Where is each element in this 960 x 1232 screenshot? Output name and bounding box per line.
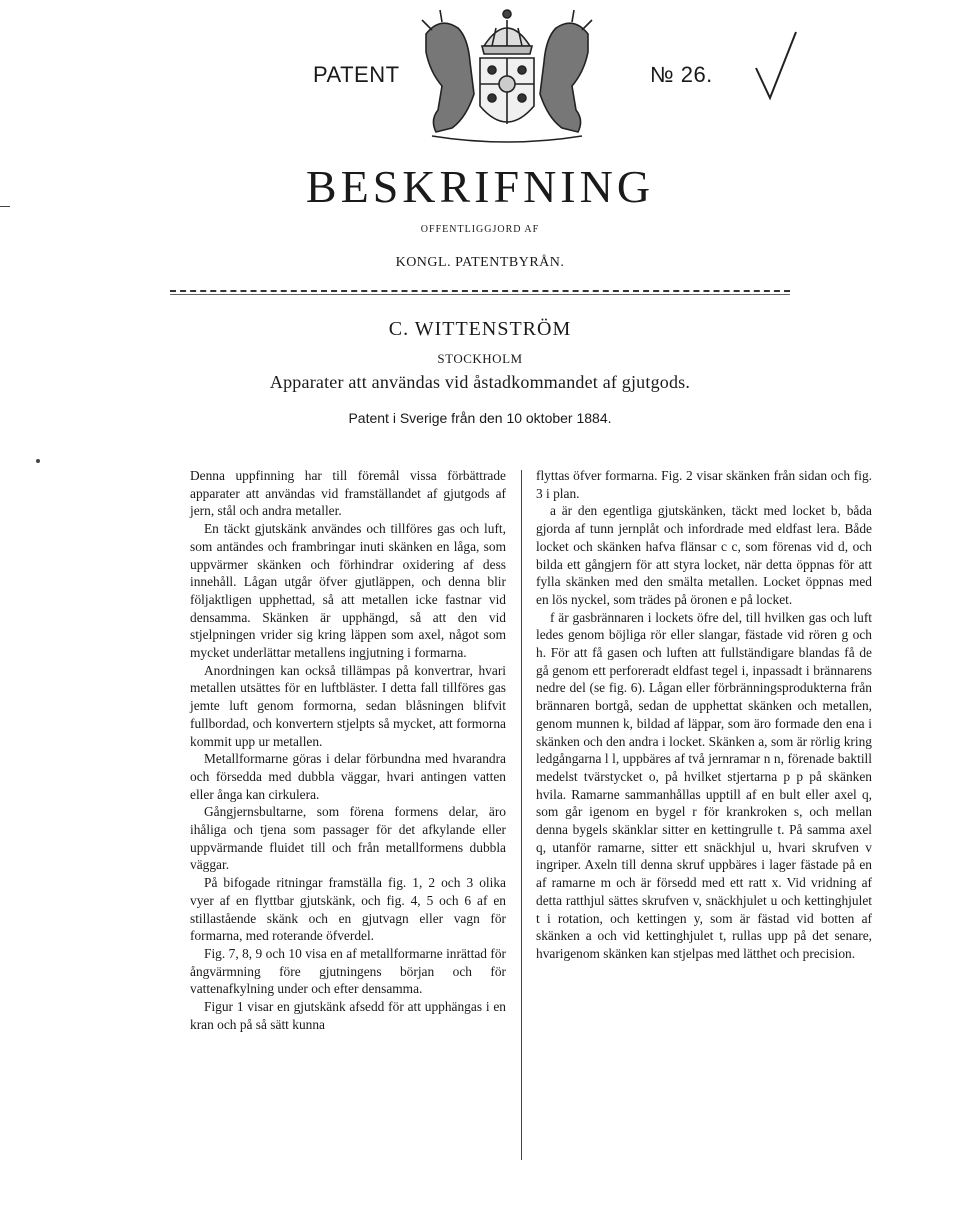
patent-date: Patent i Sverige från den 10 oktober 1884. xyxy=(348,410,612,426)
inventor-city: STOCKHOLM xyxy=(437,351,523,366)
paragraph: Figur 1 visar en gjutskänk afsedd för att upphängas i en kran och på så sätt kunna xyxy=(190,999,506,1032)
paragraph: a är den egentliga gjutskänken, täckt med locket b, båda gjorda af tunn jernplåt och infordrade med eldfast lera. Både locket och skänken hafva flänsar c c, som förenas vid d, och bilda ett gångjern för att styra locket, när detta öppnas för att fylla skänken med den smälta metallen. Locket öppnas med en lös nyckel, som trädes på öronen e på locket. xyxy=(536,503,872,607)
column-divider xyxy=(521,470,522,1160)
paragraph: På bifogade ritningar framställa fig. 1, 2 och 3 olika vyer af en flyttbar gjutskänk, och fig. 4, 5 och 6 af en stillastående skänk och en gjutvagn eller vagn för formarna, med roterande öfverdel. xyxy=(190,875,506,944)
header-rule xyxy=(170,290,790,292)
left-text-column xyxy=(190,467,506,1034)
patent-number: № 26. xyxy=(650,62,713,87)
document-title: BESKRIFNING xyxy=(305,161,655,212)
margin-dot xyxy=(36,459,40,463)
right-text-column xyxy=(536,467,872,963)
paragraph: Anordningen kan också tillämpas på konvertrar, hvari metallen utsättes för en luftbläster. I detta fall tillföres gas jemte luft genom formorna, sedan blåsningen blifvit fullbordad, och konvertern stjelpts så mycket, att formorna kommit upp ur metallen. xyxy=(190,662,506,749)
paragraph: Denna uppfinning har till föremål vissa förbättrade apparater att användas vid framställandet af gjutgods af jern, stål och andra metaller. xyxy=(190,468,506,519)
royal-coat-of-arms-emblem xyxy=(412,6,602,148)
paragraph: Fig. 7, 8, 9 och 10 visa en af metallformarne inrättad för ångvärmning före gjutningens början och för vattenafkylning under och efter densamma. xyxy=(190,945,506,997)
paragraph: Gångjernsbultarne, som förena formens delar, äro ihåliga och tjena som passager för det afkylande eller uppvärmande fluidet till och från metallformens dubbla väggar. xyxy=(190,804,506,873)
check-mark-icon xyxy=(752,28,800,104)
published-by: OFFENTLIGGJORD AF xyxy=(420,224,540,235)
paragraph: flyttas öfver formarna. Fig. 2 visar skänken från sidan och fig. 3 i plan. xyxy=(536,468,872,501)
patent-office: KONGL. PATENTBYRÅN. xyxy=(395,255,565,270)
paragraph: Metallformarne göras i delar förbundna med hvarandra och försedda med dubbla väggar, hvari antingen vatten eller ånga kan cirkulera. xyxy=(190,751,506,802)
header-rule-thin xyxy=(170,294,790,295)
paragraph: f är gasbrännaren i lockets öfre del, till hvilken gas och luft ledes genom böjliga rör eller slangar, fästade vid rören g och h. För att få gasen och luften att fullständigare blandas få de gå genom ett perforeradt eldfast tegel i, inpassadt i brännarens nedre del (se fig. 6). Lågan eller förbränningsprodukterna från brännaren bortgå, sedan de upphettat skänken och metallen, genom munnen k, bildad af läppar, som äro formade den ena i skänken och den andra i locket. Skänken a, som är rörlig kring ledgångarna l l, uppbäres af två jernramar n n, förenade baktill medelst tvärstycket o, på hvilket stjertarna p p på skänken hvila. Ramarne sammanhållas upptill af en bult eller axel q, som går igenom en bygel r för krankroken s, och mellan denna bygels skänklar sitter en kettingrulle t. På samma axel q, utanför ramarne, sitter ett snäckhjul u, hvari skrufven v ingriper. Axeln till denna skruf uppbäres i lager fästade på en af ramarne m och är försedd med ett ratt x. Vid vridning af detta ratthjul sättes skrufven v, snäckhjulet u och kettinghjulet t i rotation, och kettingen y, som är fästad vid botten af skänken a och vid kettinghjulet t, rullas upp på det senare, hvarigenom skänken kan stjelpas med lätthet och precision. xyxy=(536,609,872,961)
patent-label: PATENT xyxy=(313,62,400,87)
paragraph: En täckt gjutskänk användes och tillföres gas och luft, som antändes och frambringar inuti skänken en låga, som uppvärmer skänken och förhindrar oxidering af dess innehåll. Lågan utgår öfver gjutläppen, och denna blir följaktligen upphettad, så att metallen icke fastnar vid densamma. Skänken är upphängd, så att den vid stjelpningen vrider sig kring läppen som axel, något som mycket underlättar metallens ingjutning i formarna. xyxy=(190,521,506,661)
inventor-name: C. WITTENSTRÖM xyxy=(388,318,572,340)
patent-subject: Apparater att användas vid åstadkommandet af gjutgods. xyxy=(269,372,691,392)
